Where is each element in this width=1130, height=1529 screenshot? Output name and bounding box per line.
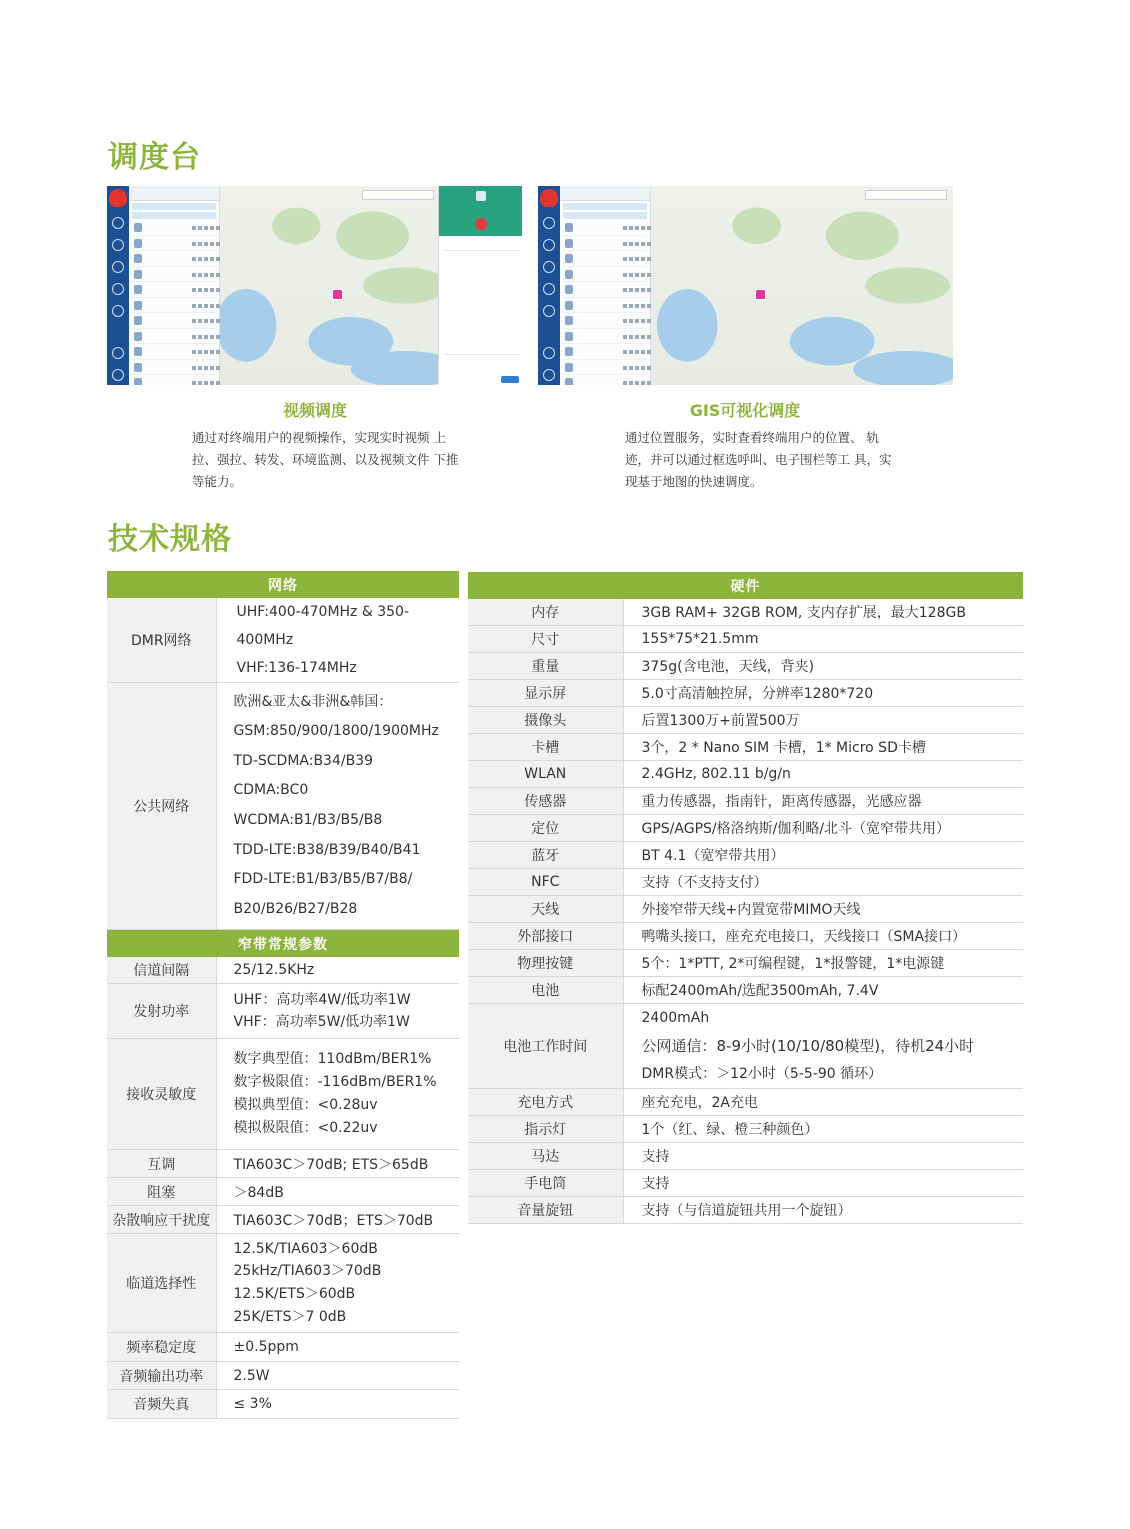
row-value: TIA603C＞70dB; ETS＞65dB (216, 1150, 459, 1178)
row-value: 2400mAh 公网通信：8-9小时(10/10/80模型)，待机24小时 DMR模式：＞12小时（5-5-90 循环） (623, 1004, 1023, 1089)
list-item[interactable] (132, 361, 216, 376)
video-icon[interactable] (112, 305, 124, 317)
video-icon[interactable] (543, 305, 555, 317)
row-label: 定位 (468, 815, 623, 842)
caption-title-gis: GIS可视化调度 (689, 401, 801, 420)
row-label: 内存 (468, 599, 623, 626)
table-row (468, 734, 1023, 761)
row-label: WLAN (468, 761, 623, 788)
row-label: 物理按键 (468, 950, 623, 977)
row-label: 重量 (468, 653, 623, 680)
table-row (468, 896, 1023, 923)
row-label: 音频输出功率 (107, 1362, 216, 1390)
table-row (107, 1390, 459, 1419)
row-value: 2.4GHz, 802.11 b/g/n (623, 761, 1023, 788)
row-value: 5.0寸高清触控屏，分辨率1280*720 (623, 680, 1023, 707)
row-value: 5个：1*PTT, 2*可编程键，1*报警键，1*电源键 (623, 950, 1023, 977)
table-row (107, 1206, 459, 1234)
row-label: 互调 (107, 1150, 216, 1178)
map-toolbar[interactable] (865, 190, 947, 200)
table-row (468, 815, 1023, 842)
table-row (468, 1004, 1023, 1089)
table-row (468, 761, 1023, 788)
row-label: 公共网络 (107, 683, 216, 930)
list-item[interactable] (132, 299, 216, 314)
table-row (107, 1362, 459, 1390)
row-label: 临道选择性 (107, 1234, 216, 1333)
row-value: 支持 (623, 1170, 1023, 1197)
row-value: 后置1300万+前置500万 (623, 707, 1023, 734)
contacts-icon[interactable] (543, 283, 555, 295)
row-label: 阻塞 (107, 1178, 216, 1206)
table-row (468, 599, 1023, 626)
row-label: 摄像头 (468, 707, 623, 734)
gis-dispatch-screenshot (538, 186, 953, 385)
row-label: 手电筒 (468, 1170, 623, 1197)
group-row[interactable] (132, 212, 216, 219)
row-label: NFC (468, 869, 623, 896)
row-value: 标配2400mAh/选配3500mAh, 7.4V (623, 977, 1023, 1004)
target-icon[interactable] (112, 217, 124, 229)
list-item[interactable] (132, 345, 216, 360)
table-row (107, 1333, 459, 1362)
table-row (468, 1116, 1023, 1143)
hardware-spec-table (468, 572, 1023, 1224)
video-call-panel (438, 186, 522, 385)
row-value: 2.5W (216, 1362, 459, 1390)
row-label: 外部接口 (468, 923, 623, 950)
row-label: 电池 (468, 977, 623, 1004)
contacts-icon[interactable] (112, 283, 124, 295)
table-row (107, 957, 459, 984)
row-label: 显示屏 (468, 680, 623, 707)
gear-icon[interactable] (112, 369, 124, 381)
list-item[interactable] (563, 268, 647, 283)
row-value: UHF:400-470MHz & 350-400MHz VHF:136-174MHz (216, 598, 459, 683)
table-row (107, 1150, 459, 1178)
caption-text-video: 通过对终端用户的视频操作，实现实时视频 上拉、强拉、转发、环境监测、以及视频文件 下推等能力。 (192, 430, 459, 489)
list-item[interactable] (132, 330, 216, 345)
table-row (468, 1089, 1023, 1116)
call-header (439, 186, 522, 236)
group-row[interactable] (563, 203, 647, 210)
search-bar[interactable] (560, 186, 650, 201)
map-view[interactable] (220, 186, 438, 385)
table-row (468, 1197, 1023, 1224)
app-logo (540, 189, 558, 207)
user-pin-icon[interactable] (755, 289, 766, 300)
list-item[interactable] (132, 221, 216, 236)
row-label: 发射功率 (107, 984, 216, 1039)
clock-icon[interactable] (112, 347, 124, 359)
table-row (107, 1178, 459, 1206)
row-value: 座充充电，2A充电 (623, 1089, 1023, 1116)
send-button[interactable] (501, 376, 519, 383)
network-spec-table (107, 571, 459, 1419)
table-row (468, 626, 1023, 653)
sidebar (107, 186, 129, 385)
list-item[interactable] (563, 283, 647, 298)
video-dispatch-screenshot (107, 186, 522, 385)
row-label: 电池工作时间 (468, 1004, 623, 1089)
table-row (468, 923, 1023, 950)
row-value: 25/12.5KHz (216, 957, 459, 984)
row-label: 频率稳定度 (107, 1333, 216, 1362)
user-list (129, 186, 220, 385)
group-icon[interactable] (543, 239, 555, 251)
list-item[interactable] (563, 376, 647, 385)
row-value: 重力传感器，指南针，距离传感器，光感应器 (623, 788, 1023, 815)
map-view[interactable] (651, 186, 953, 385)
row-label: 接收灵敏度 (107, 1039, 216, 1150)
row-label: 蓝牙 (468, 842, 623, 869)
hangup-icon[interactable] (475, 218, 487, 230)
row-label: 充电方式 (468, 1089, 623, 1116)
row-value: 支持（与信道旋钮共用一个旋钮） (623, 1197, 1023, 1224)
caption-text-gis: 通过位置服务，实时查看终端用户的位置、 轨迹，并可以通过框选呼叫、电子围栏等工 具，实现基于地图的快速调度。 (625, 430, 892, 489)
table-row (468, 1170, 1023, 1197)
search-bar[interactable] (129, 186, 219, 201)
clock-icon[interactable] (543, 347, 555, 359)
row-label: 卡槽 (468, 734, 623, 761)
table-row (468, 707, 1023, 734)
table-row (107, 1039, 459, 1150)
row-label: 指示灯 (468, 1116, 623, 1143)
list-item[interactable] (563, 252, 647, 267)
message-input[interactable] (443, 354, 519, 369)
row-value: 3GB RAM+ 32GB ROM, 支内存扩展，最大128GB (623, 599, 1023, 626)
row-label: 传感器 (468, 788, 623, 815)
list-item[interactable] (563, 299, 647, 314)
row-label: 马达 (468, 1143, 623, 1170)
row-label: DMR网络 (107, 598, 216, 683)
table-row (468, 788, 1023, 815)
group-icon[interactable] (112, 239, 124, 251)
list-item[interactable] (132, 314, 216, 329)
map-toolbar[interactable] (362, 190, 434, 200)
user-icon[interactable] (543, 261, 555, 273)
group-row[interactable] (563, 212, 647, 219)
row-value: 12.5K/TIA603＞60dB 25kHz/TIA603＞70dB 12.5K/ETS＞60dB 25K/ETS＞7 0dB (216, 1234, 459, 1333)
row-value: 欧洲&亚太&非洲&韩国： GSM:850/900/1800/1900MHz TD-SCDMA:B34/B39 CDMA:BC0 WCDMA:B1/B3/B5/B8 TDD-LTE:B38/B39/B40/B41 FDD-LTE:B1/B3/B5/B7/B8/ B20/B26/B27/B28 (216, 683, 459, 930)
table-row (107, 984, 459, 1039)
row-value: ±0.5ppm (216, 1333, 459, 1362)
table-row (468, 680, 1023, 707)
row-label: 音频失真 (107, 1390, 216, 1419)
user-pin-icon[interactable] (332, 289, 343, 300)
row-label: 杂散响应干扰度 (107, 1206, 216, 1234)
row-label: 尺寸 (468, 626, 623, 653)
row-value: BT 4.1（宽窄带共用） (623, 842, 1023, 869)
table-row (468, 977, 1023, 1004)
list-item[interactable] (132, 283, 216, 298)
group-row[interactable] (132, 203, 216, 210)
row-value: UHF：高功率4W/低功率1W VHF：高功率5W/低功率1W (216, 984, 459, 1039)
row-value: 数字典型值：110dBm/BER1% 数字极限值：-116dBm/BER1% 模拟典型值：<0.28uv 模拟极限值：<0.22uv (216, 1039, 459, 1150)
row-value: 支持 (623, 1143, 1023, 1170)
row-value: ＞84dB (216, 1178, 459, 1206)
row-value: 155*75*21.5mm (623, 626, 1023, 653)
list-item[interactable] (563, 345, 647, 360)
hardware-header: 硬件 (468, 572, 1023, 599)
table-row (468, 653, 1023, 680)
narrowband-header: 窄带常规参数 (107, 930, 459, 958)
caption-title-video: 视频调度 (282, 401, 347, 420)
list-item[interactable] (563, 330, 647, 345)
row-value: 3个，2 * Nano SIM 卡槽，1* Micro SD卡槽 (623, 734, 1023, 761)
table-row (107, 598, 459, 683)
list-item[interactable] (563, 314, 647, 329)
user-list (560, 186, 651, 385)
row-label: 天线 (468, 896, 623, 923)
row-value: 鸭嘴头接口，座充充电接口，天线接口（SMA接口） (623, 923, 1023, 950)
table-row (468, 869, 1023, 896)
row-label: 信道间隔 (107, 957, 216, 984)
row-value: 支持（不支持支付） (623, 869, 1023, 896)
sidebar (538, 186, 560, 385)
row-value: GPS/AGPS/格洛纳斯/伽利略/北斗（宽窄带共用） (623, 815, 1023, 842)
gear-icon[interactable] (543, 369, 555, 381)
row-label: 音量旋钮 (468, 1197, 623, 1224)
avatar (476, 191, 486, 201)
table-row (468, 1143, 1023, 1170)
row-value: TIA603C＞70dB；ETS＞70dB (216, 1206, 459, 1234)
call-tabs[interactable] (443, 240, 519, 251)
table-row (107, 683, 459, 930)
network-header: 网络 (107, 571, 459, 598)
table-row (107, 1234, 459, 1333)
table-row (468, 950, 1023, 977)
row-value: 1个（红、绿、橙三种颜色） (623, 1116, 1023, 1143)
app-logo (109, 189, 127, 207)
target-icon[interactable] (543, 217, 555, 229)
list-item[interactable] (132, 252, 216, 267)
row-value: ≤ 3% (216, 1390, 459, 1419)
list-item[interactable] (563, 361, 647, 376)
list-item[interactable] (132, 268, 216, 283)
section-title-dispatch: 调度台 (108, 140, 201, 175)
list-item[interactable] (563, 221, 647, 236)
list-item[interactable] (132, 376, 216, 385)
list-item[interactable] (132, 237, 216, 252)
row-value: 375g(含电池，天线，背夹) (623, 653, 1023, 680)
section-title-specs: 技术规格 (108, 522, 232, 557)
list-item[interactable] (563, 237, 647, 252)
user-icon[interactable] (112, 261, 124, 273)
table-row (468, 842, 1023, 869)
row-value: 外接窄带天线+内置宽带MIMO天线 (623, 896, 1023, 923)
